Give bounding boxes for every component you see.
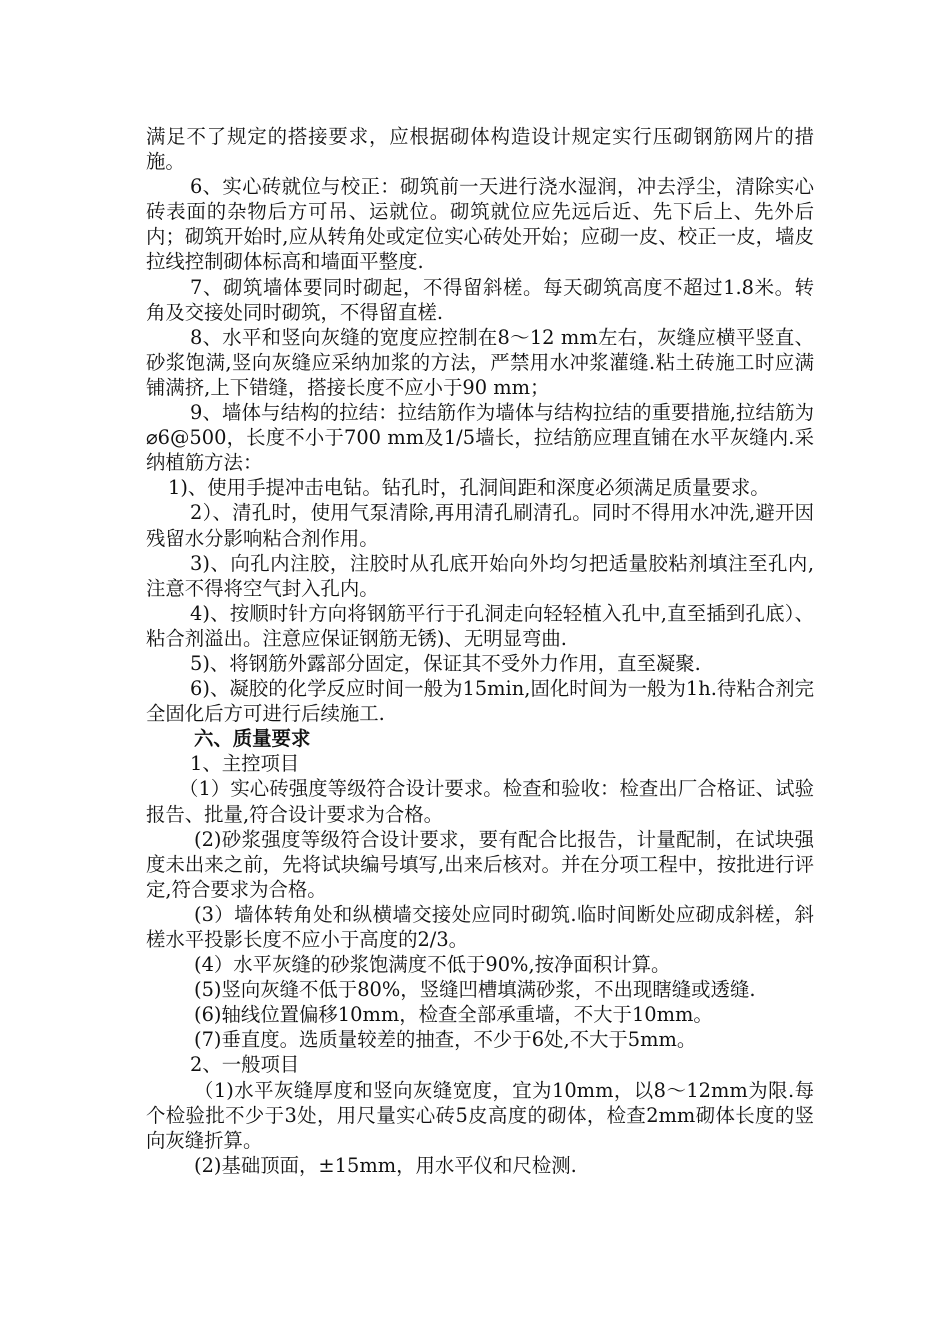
paragraph-corner-laying: (3）墙体转角处和纵横墙交接处应同时砌筑.临时间断处应砌成斜槎，斜槎水平投影长度不应小于高度的2/3。 — [146, 902, 814, 951]
paragraph-verticality: (7)垂直度。选质量较差的抽查，不少于6处,不大于5mm。 — [194, 1028, 697, 1052]
paragraph-brick-positioning: 6、实心砖就位与校正：砌筑前一天进行浇水湿润，冲去浮尘，清除实心砖表面的杂物后方可吊、运就位。砌筑就位应先远后近、先下后上、先外后内；砌筑开始时,应从转角处或定位实心砖处开始；应砌一皮、校正一皮，墙皮拉线控制砌体标高和墙面平整度. — [146, 175, 814, 274]
subheading-general-items: 2、一般项目 — [190, 1053, 300, 1077]
paragraph-mortar-joints: 8、水平和竖向灰缝的宽度应控制在8～12 mm左右，灰缝应横平竖直、砂浆饱满,竖向灰缝应采纳加浆的方法，严禁用水冲浆灌缝.粘土砖施工时应满铺满挤,上下错缝，搭接长度不应小于90 mm； — [146, 325, 814, 399]
paragraph-mortar-strength: (2)砂浆强度等级符合设计要求，要有配合比报告，计量配制，在试块强度未出来之前，先将试块编号填写,出来后核对。并在分项工程中，按批进行评定,符合要求为合格。 — [146, 827, 814, 901]
paragraph-step-bar-insertion: 4)、按顺时针方向将钢筋平行于孔洞走向轻轻植入孔中,直至插到孔底）、粘合剂溢出。注意应保证钢筋无锈)、无明显弯曲. — [146, 601, 814, 650]
paragraph-step-curing: 6)、凝胶的化学反应时间一般为15min,固化时间为一般为1h.待粘合剂完全固化后方可进行后续施工. — [146, 677, 814, 726]
paragraph-horizontal-joint-fullness: (4）水平灰缝的砂浆饱满度不低于90%,按净面积计算。 — [194, 953, 671, 977]
paragraph-tie-bars: 9、墙体与结构的拉结：拉结筋作为墙体与结构拉结的重要措施,拉结筋为⌀6@500，长度不小于700 mm及1/5墙长，拉结筋应理直铺在水平灰缝内.采纳植筋方法： — [146, 401, 814, 475]
paragraph-step-glue-injection: 3)、向孔内注胶，注胶时从孔底开始向外均匀把适量胶粘剂填注至孔内,注意不得将空气封入孔内。 — [146, 551, 814, 600]
paragraph-axis-offset: (6)轴线位置偏移10mm，检查全部承重墙，不大于10mm。 — [194, 1003, 713, 1027]
section-heading-quality: 六、质量要求 — [194, 727, 311, 751]
paragraph-step-fixing: 5)、将钢筋外露部分固定，保证其不受外力作用，直至凝聚. — [190, 651, 701, 675]
paragraph-step-drilling: 1)、使用手提冲击电钻。钻孔时，孔洞间距和深度必须满足质量要求。 — [168, 476, 770, 500]
document-body — [146, 124, 814, 1178]
paragraph-joint-thickness: （1)水平灰缝厚度和竖向灰缝宽度，宜为10mm，以8～12mm为限.每个检验批不少于3处，用尺量实心砖5皮高度的砌体，检查2mm砌体长度的竖向灰缝折算。 — [146, 1078, 814, 1152]
paragraph-vertical-joint-fullness: (5)竖向灰缝不低于80%，竖缝凹槽填满砂浆，不出现瞎缝或透缝. — [194, 978, 756, 1002]
subheading-main-items: 1、主控项目 — [190, 752, 300, 776]
paragraph-simultaneous-laying: 7、砌筑墙体要同时砌起，不得留斜槎。每天砌筑高度不超过1.8米。转角及交接处同时砌筑，不得留直槎. — [146, 275, 814, 324]
paragraph-brick-strength: （1）实心砖强度等级符合设计要求。检查和验收：检查出厂合格证、试验报告、批量,符合设计要求为合格。 — [146, 777, 814, 826]
paragraph-mesh-reinforcement: 满足不了规定的搭接要求，应根据砌体构造设计规定实行压砌钢筋网片的措施。 — [146, 125, 814, 174]
paragraph-foundation-top: (2)基础顶面，±15mm，用水平仪和尺检测. — [194, 1153, 577, 1177]
paragraph-step-hole-cleaning: 2）、清孔时，使用气泵清除,再用清孔刷清孔。同时不得用水冲洗,避开因残留水分影响粘合剂作用。 — [146, 501, 814, 550]
